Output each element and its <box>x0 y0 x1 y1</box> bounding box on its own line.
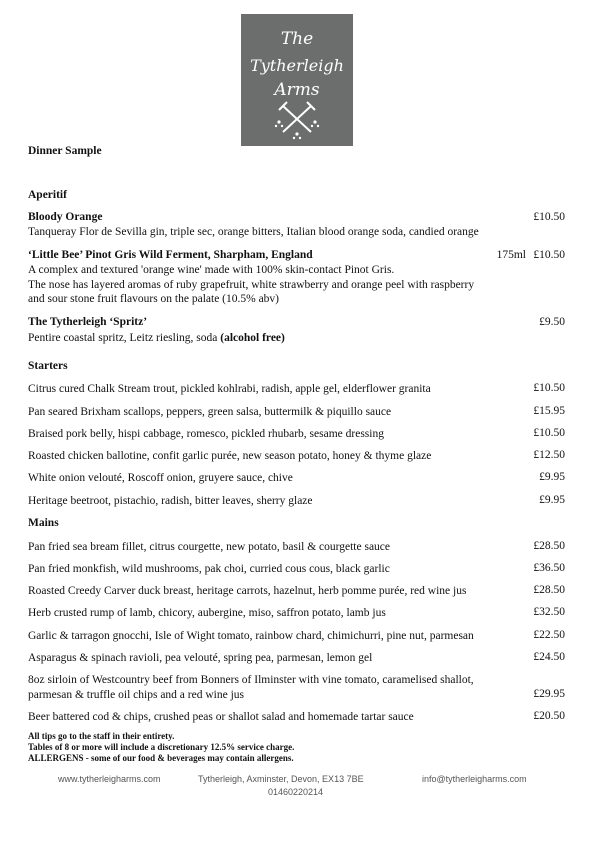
item-price: £9.95 <box>539 471 565 483</box>
tips-note: All tips go to the staff in their entirety. <box>28 731 175 741</box>
menu-item: Pan fried sea bream fillet, citrus courgette, new potato, basil & courgette sauce <box>28 541 391 553</box>
ermine-spots-icon <box>275 120 319 139</box>
logo <box>241 14 353 146</box>
alcohol-free-label: (alcohol free) <box>220 332 285 344</box>
menu-item: Garlic & tarragon gnocchi, Isle of Wight tomato, rainbow chard, chimichurri, pine nut, parmesan <box>28 630 474 642</box>
item-price: £28.50 <box>533 584 565 596</box>
item-description <box>28 331 518 346</box>
menu-item: Roasted Creedy Carver duck breast, heritage carrots, hazelnut, herb pomme purée, red wine jus <box>28 585 467 597</box>
footer-email-link[interactable]: info@tytherleigharms.com <box>422 774 527 784</box>
crossed-swords-icon <box>279 102 315 132</box>
menu-item: Citrus cured Chalk Stream trout, pickled kohlrabi, radish, apple gel, elderflower granita <box>28 383 431 395</box>
item-price: £15.95 <box>533 405 565 417</box>
item-measure: 175ml <box>496 249 526 261</box>
item-price: £10.50 <box>533 427 565 439</box>
section-title-mains: Mains <box>28 517 59 529</box>
menu-item: Pan fried monkfish, wild mushrooms, pak choi, curried cous cous, black garlic <box>28 563 390 575</box>
item-price: £32.50 <box>533 606 565 618</box>
footer-address: Tytherleigh, Axminster, Devon, EX13 7BE <box>198 774 364 784</box>
menu-item: Braised pork belly, hispi cabbage, romesco, pickled rhubarb, sesame dressing <box>28 428 384 440</box>
item-name: Bloody Orange <box>28 211 103 223</box>
logo-line-2: Tytherleigh <box>250 56 344 75</box>
item-name: ‘Little Bee’ Pinot Gris Wild Ferment, Sharpham, England <box>28 249 313 261</box>
footer-website-link[interactable]: www.tytherleigharms.com <box>58 774 161 784</box>
item-price: £10.50 <box>533 211 565 223</box>
service-charge-note: Tables of 8 or more will include a discretionary 12.5% service charge. <box>28 742 295 752</box>
item-price: £9.95 <box>539 494 565 506</box>
menu-item: Beer battered cod & chips, crushed peas or shallot salad and homemade tartar sauce <box>28 711 414 723</box>
item-price: £29.95 <box>533 688 565 700</box>
item-name: The Tytherleigh ‘Spritz’ <box>28 316 148 328</box>
item-price: £12.50 <box>533 449 565 461</box>
footer-phone: 01460220214 <box>268 787 324 797</box>
item-price: £36.50 <box>533 562 565 574</box>
item-price: £9.50 <box>539 316 565 328</box>
item-description: Tanqueray Flor de Sevilla gin, triple sec, orange bitters, Italian blood orange soda, candied orange <box>28 226 479 238</box>
item-price: £22.50 <box>533 629 565 641</box>
menu-item <box>28 673 528 702</box>
menu-notes <box>28 731 294 764</box>
menu-item: White onion velouté, Roscoff onion, gruyere sauce, chive <box>28 472 293 484</box>
section-title-starters: Starters <box>28 360 68 372</box>
menu-item: Roasted chicken ballotine, confit garlic purée, new season potato, honey & thyme glaze <box>28 450 432 462</box>
menu-item: Heritage beetroot, pistachio, radish, bitter leaves, sherry glaze <box>28 495 313 507</box>
menu-item: Pan seared Brixham scallops, peppers, green salsa, buttermilk & piquillo sauce <box>28 406 392 418</box>
description-line: parmesan & truffle oil chips and a red wine jus <box>28 688 244 701</box>
description-text: Pentire coastal spritz, Leitz riesling, soda <box>28 332 218 344</box>
logo-line-3: Arms <box>274 80 320 100</box>
description-line: 8oz sirloin of Westcountry beef from Bonners of Ilminster with vine tomato, caramelised shallot, <box>28 674 474 686</box>
page-heading: Dinner Sample <box>28 145 102 157</box>
item-price: £10.50 <box>533 249 565 261</box>
allergens-note: ALLERGENS - some of our food & beverages may contain allergens. <box>28 753 294 763</box>
item-price: £24.50 <box>533 651 565 663</box>
description-line: The nose has layered aromas of ruby grapefruit, white strawberry and orange peel with raspberry <box>28 278 475 291</box>
item-price: £28.50 <box>533 540 565 552</box>
logo-line-1: The <box>280 29 314 49</box>
item-description <box>28 263 518 307</box>
menu-item: Herb crusted rump of lamb, chicory, aubergine, miso, saffron potato, lamb jus <box>28 607 386 619</box>
description-line: A complex and textured 'orange wine' made with 100% skin-contact Pinot Gris. <box>28 264 395 276</box>
item-price: £20.50 <box>533 710 565 722</box>
description-line: and sour stone fruit flavours on the palate (10.5% abv) <box>28 293 280 305</box>
item-price: £10.50 <box>533 382 565 394</box>
menu-item: Asparagus & spinach ravioli, pea velouté, spring pea, parmesan, lemon gel <box>28 652 373 664</box>
section-title-aperitif: Aperitif <box>28 189 67 201</box>
logo-graphic <box>241 14 353 146</box>
